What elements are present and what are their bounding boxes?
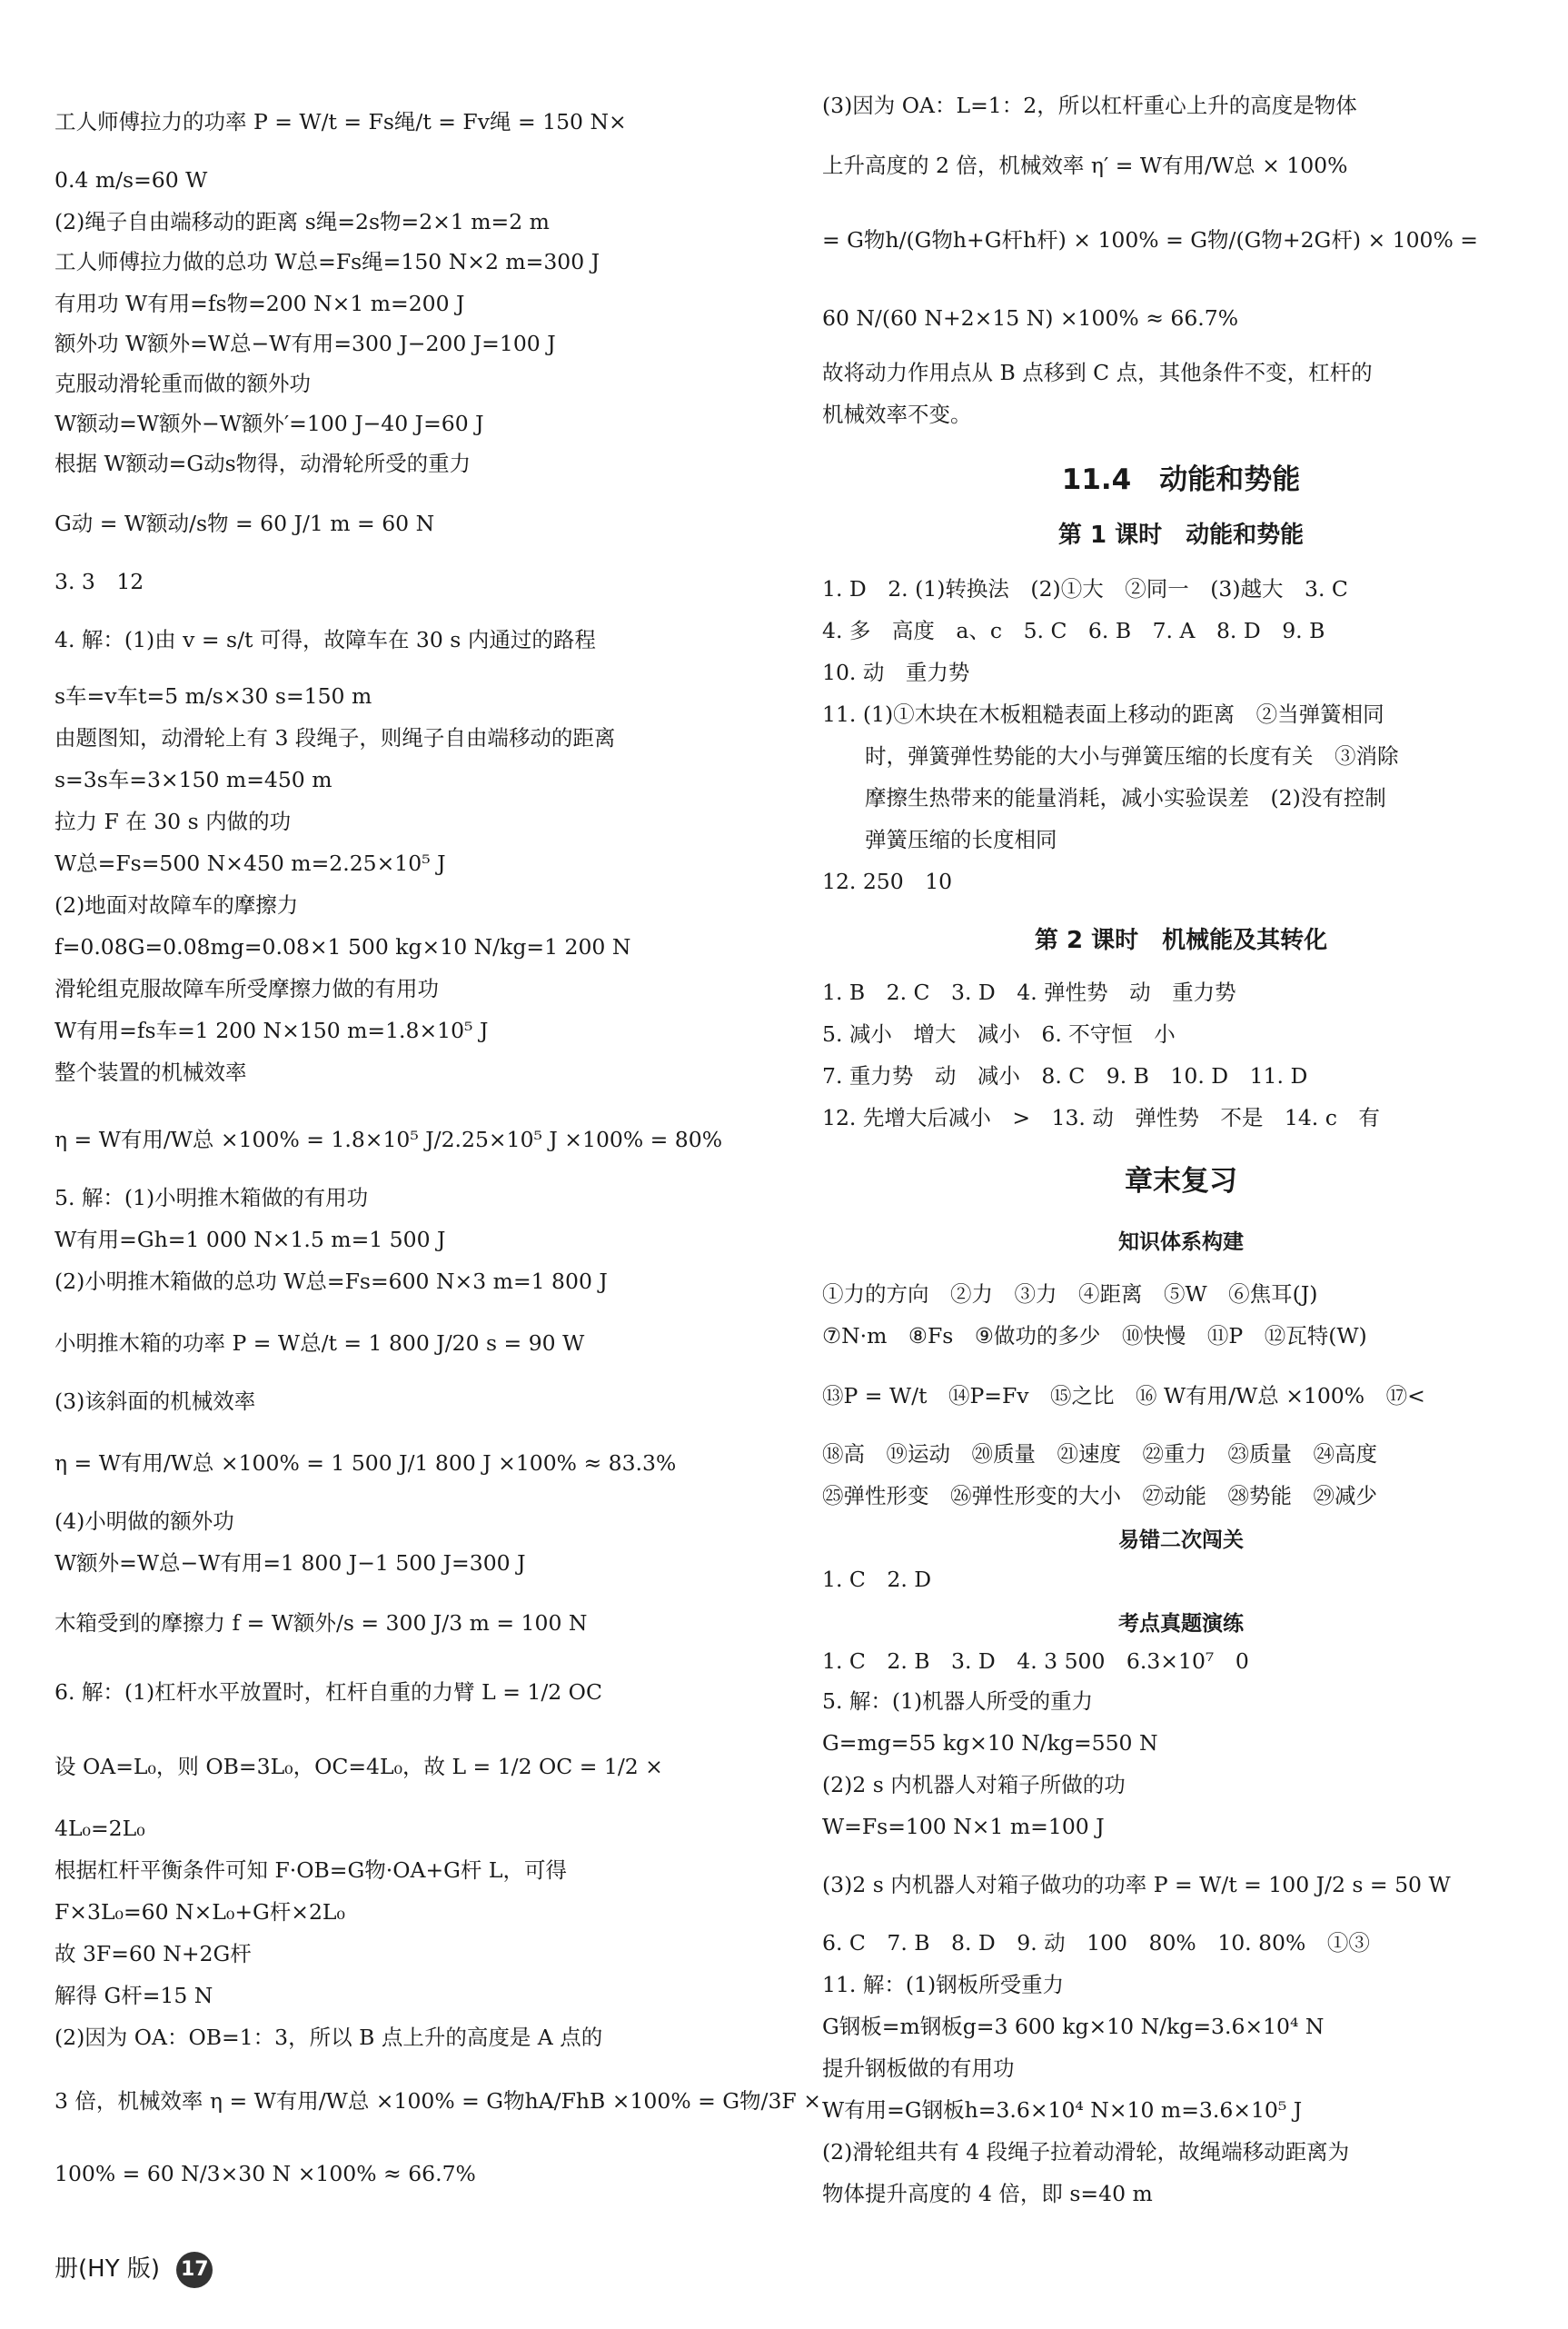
text-line: 4. 解：(1)由 v = s/t 可得，故障车在 30 s 内通过的路程 (55, 627, 596, 652)
text-line: 100% = 60 N/3×30 N ×100% ≈ 66.7% (55, 2161, 476, 2186)
lesson-title: 第 2 课时 机械能及其转化 (1034, 927, 1328, 954)
text-line: η = W有用/W总 ×100% = 1 500 J/1 800 J ×100% ≈ 83.3% (55, 1450, 677, 1476)
answer-line: 摩擦生热带来的能量消耗，减小实验误差 (2)没有控制 (822, 785, 1386, 811)
text-line: (2)地面对故障车的摩擦力 (55, 892, 299, 918)
text-line: (2)因为 OA：OB=1：3，所以 B 点上升的高度是 A 点的 (55, 2025, 603, 2050)
page-footer (55, 2250, 213, 2288)
answer-line: 时，弹簧弹性势能的大小与弹簧压缩的长度有关 ③消除 (822, 743, 1399, 769)
text-line: 故 3F=60 N+2G杆 (55, 1941, 252, 1966)
answer-line: ㉕弹性形变 ㉖弹性形变的大小 ㉗动能 ㉘势能 ㉙减少 (822, 1483, 1377, 1508)
text-line: 6. 解：(1)杠杆水平放置时，杠杆自重的力臂 L = 1/2 OC (55, 1679, 602, 1705)
answer-line: 12. 250 10 (822, 869, 953, 894)
text-line: 5. 解：(1)小明推木箱做的有用功 (55, 1185, 369, 1210)
answer-line: 1. C 2. B 3. D 4. 3 500 6.3×10⁷ 0 (822, 1648, 1249, 1674)
text-line: 克服动滑轮重而做的额外功 (55, 371, 311, 396)
answer-line: 10. 动 重力势 (822, 660, 970, 685)
edition-label: 册(HY 版) (55, 2255, 160, 2283)
answer-line: 12. 先增大后减小 > 13. 动 弹性势 不是 14. c 有 (822, 1105, 1380, 1130)
subsection-title: 易错二次闯关 (1118, 1528, 1244, 1552)
text-line: 木箱受到的摩擦力 f = W额外/s = 300 J/3 m = 100 N (55, 1610, 588, 1636)
text-line: 额外功 W额外=W总−W有用=300 J−200 J=100 J (55, 331, 556, 356)
subsection-title: 知识体系构建 (1118, 1230, 1244, 1254)
text-line: 60 N/(60 N+2×15 N) ×100% ≈ 66.7% (822, 305, 1239, 331)
text-line: η = W有用/W总 ×100% = 1.8×10⁵ J/2.25×10⁵ J ×100% = 80% (55, 1127, 723, 1152)
text-line: W额外=W总−W有用=1 800 J−1 500 J=300 J (55, 1550, 526, 1576)
text-line: (4)小明做的额外功 (55, 1508, 234, 1534)
text-line: 4L₀=2L₀ (55, 1816, 145, 1841)
text-line: 小明推木箱的功率 P = W总/t = 1 800 J/20 s = 90 W (55, 1330, 585, 1356)
answer-line: 6. C 7. B 8. D 9. 动 100 80% 10. 80% ①③ (822, 1930, 1370, 1956)
answer-line: (3)2 s 内机器人对箱子做功的功率 P = W/t = 100 J/2 s = 50 W (822, 1872, 1451, 1897)
answer-line: 提升钢板做的有用功 (822, 2055, 1015, 2081)
answer-line: 5. 减小 增大 减小 6. 不守恒 小 (822, 1021, 1176, 1047)
text-line: 0.4 m/s=60 W (55, 167, 208, 193)
text-line: s车=v车t=5 m/s×30 s=150 m (55, 683, 372, 709)
answer-line: W有用=G钢板h=3.6×10⁴ N×10 m=3.6×10⁵ J (822, 2097, 1303, 2123)
text-line: 根据杠杆平衡条件可知 F·OB=G物·OA+G杆 L，可得 (55, 1857, 567, 1883)
text-line: 工人师傅拉力做的总功 W总=Fs绳=150 N×2 m=300 J (55, 249, 600, 274)
answer-line: ⑦N·m ⑧Fs ⑨做功的多少 ⑩快慢 ⑪P ⑫瓦特(W) (822, 1323, 1367, 1349)
answer-line: ①力的方向 ②力 ③力 ④距离 ⑤W ⑥焦耳(J) (822, 1281, 1318, 1307)
text-line: 工人师傅拉力的功率 P = W/t = Fs绳/t = Fv绳 = 150 N× (55, 109, 627, 134)
text-line: 解得 G杆=15 N (55, 1983, 213, 2008)
text-line: 滑轮组克服故障车所受摩擦力做的有用功 (55, 976, 439, 1001)
text-line: G动 = W额动/s物 = 60 J/1 m = 60 N (55, 511, 435, 536)
text-line: 3 倍，机械效率 η = W有用/W总 ×100% = G物hA/FhB ×100% = G物/3F × (55, 2088, 821, 2114)
section-title: 11.4 动能和势能 (1061, 463, 1301, 496)
answer-line: ⑱高 ⑲运动 ⑳质量 ㉑速度 ㉒重力 ㉓质量 ㉔高度 (822, 1441, 1377, 1467)
answer-line: G=mg=55 kg×10 N/kg=550 N (822, 1730, 1158, 1756)
text-line: 有用功 W有用=fs物=200 N×1 m=200 J (55, 291, 465, 316)
answer-line: 物体提升高度的 4 倍，即 s=40 m (822, 2181, 1153, 2206)
text-line: f=0.08G=0.08mg=0.08×1 500 kg×10 N/kg=1 200 N (55, 934, 631, 960)
text-line: 由题图知，动滑轮上有 3 段绳子，则绳子自由端移动的距离 (55, 725, 616, 751)
answer-line: 4. 多 高度 a、c 5. C 6. B 7. A 8. D 9. B (822, 618, 1325, 643)
text-line: (3)该斜面的机械效率 (55, 1388, 256, 1414)
text-line: s=3s车=3×150 m=450 m (55, 767, 332, 792)
text-line: (3)因为 OA：L=1：2，所以杠杆重心上升的高度是物体 (822, 93, 1357, 118)
text-line: W有用=Gh=1 000 N×1.5 m=1 500 J (55, 1227, 446, 1252)
answer-line: ⑬P = W/t ⑭P=Fv ⑮之比 ⑯ W有用/W总 ×100% ⑰< (822, 1383, 1425, 1408)
text-line: 根据 W额动=G动s物得，动滑轮所受的重力 (55, 451, 471, 476)
text-line: 上升高度的 2 倍，机械效率 η′ = W有用/W总 × 100% (822, 153, 1348, 178)
text-line: F×3L₀=60 N×L₀+G杆×2L₀ (55, 1899, 345, 1925)
text-line: (2)绳子自由端移动的距离 s绳=2s物=2×1 m=2 m (55, 209, 550, 234)
answer-line: 7. 重力势 动 减小 8. C 9. B 10. D 11. D (822, 1063, 1308, 1089)
text-line: W额动=W额外−W额外′=100 J−40 J=60 J (55, 411, 484, 436)
answer-line: (2)2 s 内机器人对箱子所做的功 (822, 1772, 1126, 1797)
text-line: W总=Fs=500 N×450 m=2.25×10⁵ J (55, 851, 446, 876)
text-line: 3. 3 12 (55, 569, 144, 594)
text-line: 拉力 F 在 30 s 内做的功 (55, 809, 292, 834)
page-number: 17 (176, 2252, 213, 2288)
text-line: 故将动力作用点从 B 点移到 C 点，其他条件不变，杠杆的 (822, 360, 1373, 385)
answer-line: W=Fs=100 N×1 m=100 J (822, 1814, 1105, 1839)
text-line: 设 OA=L₀，则 OB=3L₀，OC=4L₀，故 L = 1/2 OC = 1/2 × (55, 1754, 663, 1779)
answer-line: 1. C 2. D (822, 1567, 932, 1592)
answer-line: G钢板=m钢板g=3 600 kg×10 N/kg=3.6×10⁴ N (822, 2014, 1325, 2039)
text-line: W有用=fs车=1 200 N×150 m=1.8×10⁵ J (55, 1018, 489, 1043)
answer-line: 弹簧压缩的长度相同 (822, 827, 1057, 852)
text-line: 机械效率不变。 (822, 402, 972, 427)
answer-line: 5. 解：(1)机器人所受的重力 (822, 1688, 1094, 1714)
text-line: 整个装置的机械效率 (55, 1060, 247, 1085)
review-title: 章末复习 (1125, 1165, 1237, 1198)
answer-line: 1. D 2. (1)转换法 (2)①大 ②同一 (3)越大 3. C (822, 576, 1348, 602)
answer-line: 11. 解：(1)钢板所受重力 (822, 1972, 1065, 1997)
text-line: (2)小明推木箱做的总功 W总=Fs=600 N×3 m=1 800 J (55, 1269, 608, 1294)
lesson-title: 第 1 课时 动能和势能 (1057, 522, 1305, 549)
subsection-title: 考点真题演练 (1118, 1612, 1244, 1636)
answer-line: 1. B 2. C 3. D 4. 弹性势 动 重力势 (822, 980, 1236, 1005)
text-line: = G物h/(G物h+G杆h杆) × 100% = G物/(G物+2G杆) × 100% = (822, 227, 1478, 253)
answer-line: (2)滑轮组共有 4 段绳子拉着动滑轮，故绳端移动距离为 (822, 2139, 1350, 2165)
answer-line: 11. (1)①木块在木板粗糙表面上移动的距离 ②当弹簧相同 (822, 702, 1384, 727)
